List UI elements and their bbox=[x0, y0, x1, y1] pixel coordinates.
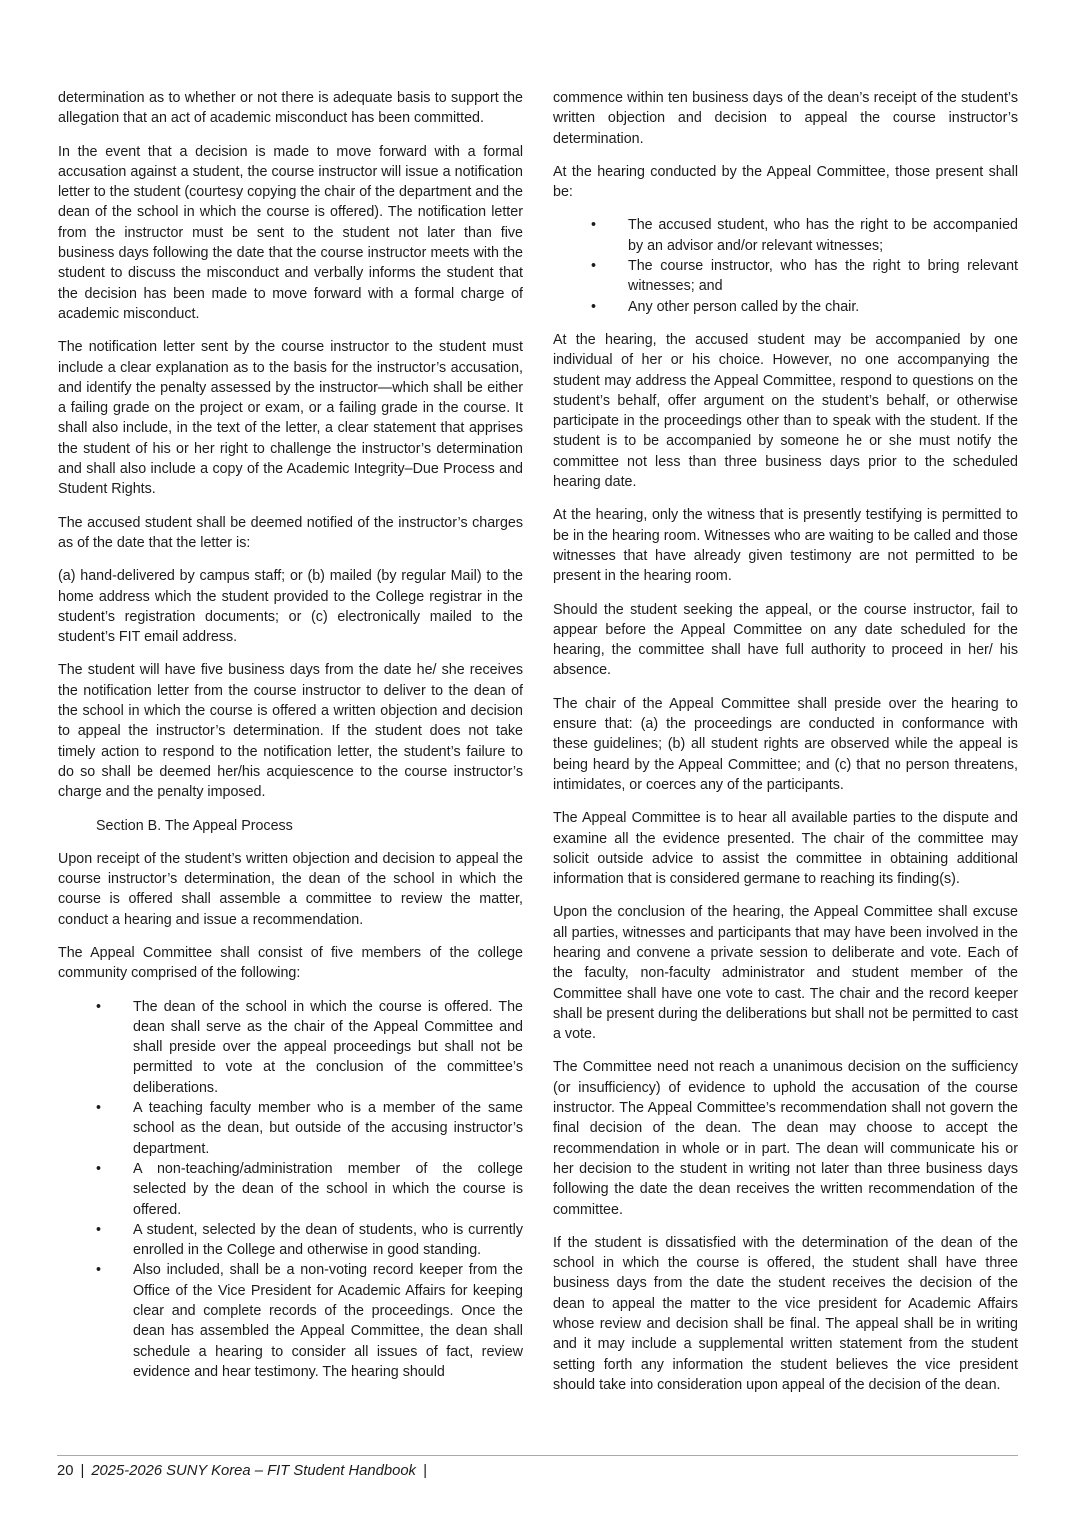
paragraph-recommendation: The Committee need not reach a unanimous decision on the sufficiency (or insufficiency) of evidence to uphold the accusation of the course instructor. The Appeal Committee’s recommendation shall not govern the final decision of the dean. The dean may choose to accept the recommendation in whole or in part. The dean will communicate his or her decision to the student in writing not later than three business days following the date the dean receives the written recommendation of the committee. bbox=[553, 1059, 1018, 1218]
hearing-attendees-list bbox=[553, 215, 1018, 316]
list-item bbox=[58, 1260, 523, 1382]
bullet-icon: • bbox=[591, 217, 597, 234]
list-item bbox=[58, 1098, 523, 1159]
paragraph-upon-receipt: Upon receipt of the student’s written objection and decision to appeal the course instructor’s determination, the dean of the school in which the course is offered shall assemble a committee to review the matter, conduct a hearing and issue a recommendation. bbox=[58, 850, 523, 928]
paragraph-delivery-methods: (a) hand-delivered by campus staff; or (b) mailed (by regular Mail) to the home address which the student provided to the College registrar in the student’s registration documents; or (c) electronically mailed to the student’s FIT email address. bbox=[58, 568, 523, 646]
paragraph-witness-testifying: At the hearing, only the witness that is presently testifying is permitted to be in the hearing room. Witnesses who are waiting to be called and those witnesses that have already given testimony are not permitted to be present in the hearing room. bbox=[553, 507, 1018, 585]
list-item bbox=[553, 297, 1018, 317]
right-column bbox=[553, 88, 1018, 1408]
bullet-icon: • bbox=[591, 258, 597, 275]
paragraph-hear-all-parties: The Appeal Committee is to hear all available parties to the dispute and examine all the evidence presented. The chair of the committee may solicit outside advice to assist the committee in obtaining additional information that is considered germane to reaching its finding(s). bbox=[553, 810, 1018, 888]
footer-trailing-separator: | bbox=[422, 1463, 427, 1479]
list-item-text: A non-teaching/administration member of the college selected by the dean of the school in which the course is offered. bbox=[133, 1160, 523, 1218]
section-heading: Section B. The Appeal Process bbox=[96, 817, 293, 834]
bullet-icon: • bbox=[96, 1160, 102, 1177]
list-item bbox=[58, 997, 523, 1098]
paragraph-appeal-to-vp: If the student is dissatisfied with the determination of the dean of the school in which the course is offered, the student shall have three business days from the date the student receives the decision of the dean to appeal the matter to the vice president for Academic Affairs whose review and decision shall be final. The appeal shall be in writing and it may include a supplemental written statement from the student setting forth any information the student believes the vice president should take into consideration upon appeal of the decision of the dean. bbox=[553, 1234, 1018, 1393]
list-item bbox=[553, 256, 1018, 297]
bullet-icon: • bbox=[96, 1221, 102, 1238]
paragraph-formal-accusation: In the event that a decision is made to move forward with a formal accusation against a student, the course instructor will issue a notification letter to the student (courtesy copying the chair of the department and the dean of the school in which the course is offered). The notification letter from the instructor must be sent to the student not later than five business days following the date that the course instructor meets with the student to discuss the misconduct and verbally informs the student that the decision has been made to move forward with a formal charge of academic misconduct. bbox=[58, 143, 523, 322]
paragraph-deemed-notified: The accused student shall be deemed notified of the instructor’s charges as of the date that the letter is: bbox=[58, 514, 523, 551]
paragraph-deliberation-vote: Upon the conclusion of the hearing, the Appeal Committee shall excuse all parties, witnesses and participants that may have been involved in the hearing and convene a private session to deliberate and vote. Each of the faculty, non-faculty administrator and student member of the Committee shall have one vote to cast. The chair and the record keeper shall be present during the deliberations but shall not be permitted to cast a vote. bbox=[553, 904, 1018, 1043]
list-item-text: The course instructor, who has the right to bring relevant witnesses; and bbox=[628, 258, 1018, 295]
bullet-icon: • bbox=[591, 298, 597, 315]
two-column-layout bbox=[58, 88, 1018, 1408]
list-item-text: Any other person called by the chair. bbox=[628, 298, 860, 315]
committee-members-list bbox=[58, 997, 523, 1383]
bullet-icon: • bbox=[96, 1100, 102, 1117]
paragraph-notification-contents: The notification letter sent by the course instructor to the student must include a clear explanation as to the basis for the instructor’s accusation, and identify the penalty assessed by the instructor—which shall be either a failing grade on the project or exam, or a failing grade in the course. It shall also include, in the text of the letter, a clear statement that apprises the student of his or her right to challenge the instructor’s determination and shall also include a copy of the Academic Integrity–Due Process and Student Rights. bbox=[58, 339, 523, 498]
list-item-text: Also included, shall be a non-voting record keeper from the Office of the Vice President for Academic Affairs for keeping clear and complete records of the proceedings. Once the dean has assembled the Appeal Committee, the dean shall schedule a hearing to consider all issues of fact, review evidence and hear testimony. The hearing should bbox=[133, 1262, 523, 1380]
paragraph-failure-to-appear: Should the student seeking the appeal, or the course instructor, fail to appear before the Appeal Committee on any date scheduled for the hearing, the committee shall have full authority to proceed in her/ his absence. bbox=[553, 601, 1018, 679]
handbook-title: 2025-2026 SUNY Korea – FIT Student Handbook bbox=[91, 1463, 416, 1479]
paragraph-determination: determination as to whether or not there is adequate basis to support the allegation that an act of academic misconduct has been committed. bbox=[58, 90, 523, 127]
paragraph-five-business-days: The student will have five business days from the date he/ she receives the notification letter from the course instructor to deliver to the dean of the school in which the course is offered a written objection and decision to appeal the instructor’s determination. If the student does not take timely action to respond to the notification letter, the student’s failure to do so shall be deemed her/his acquiescence to the course instructor’s charge and the penalty imposed. bbox=[58, 662, 523, 801]
footer-separator: | bbox=[80, 1463, 85, 1479]
list-item-text: A student, selected by the dean of students, who is currently enrolled in the College and otherwise in good standing. bbox=[133, 1221, 523, 1259]
bullet-icon: • bbox=[96, 998, 102, 1015]
paragraph-committee-members-intro: The Appeal Committee shall consist of five members of the college community comprised of the following: bbox=[58, 944, 523, 982]
footer-divider bbox=[57, 1455, 1018, 1456]
bullet-icon: • bbox=[96, 1262, 102, 1279]
paragraph-those-present-intro: At the hearing conducted by the Appeal Committee, those present shall be: bbox=[553, 163, 1018, 201]
page-number: 20 bbox=[57, 1463, 74, 1479]
list-item-text: The dean of the school in which the course is offered. The dean shall serve as the chair of the Appeal Committee and shall preside over the appeal proceedings but shall not be permitted to vote at the conclusion of the committee’s deliberations. bbox=[133, 998, 523, 1096]
list-item-text: The accused student, who has the right to be accompanied by an advisor and/or relevant witnesses; bbox=[628, 217, 1018, 254]
paragraph-accompaniment: At the hearing, the accused student may be accompanied by one individual of her or his choice. However, no one accompanying the student may address the Appeal Committee, respond to questions on the student’s behalf, offer argument on the student’s behalf, or otherwise participate in the proceedings other than to speak with the student. If the student is to be accompanied by someone he or she must notify the committee not less than three business days prior to the scheduled hearing date. bbox=[553, 331, 1018, 491]
list-item bbox=[58, 1220, 523, 1261]
list-item bbox=[58, 1159, 523, 1220]
left-column bbox=[58, 88, 523, 1408]
page-footer bbox=[57, 1461, 427, 1481]
paragraph-hearing-commence: commence within ten business days of the dean’s receipt of the student’s written objection and decision to appeal the course instructor’s determination. bbox=[553, 90, 1018, 147]
list-item bbox=[553, 215, 1018, 256]
paragraph-chair-presides: The chair of the Appeal Committee shall preside over the hearing to ensure that: (a) the proceedings are conducted in conformance with these guidelines; (b) all student rights are observed while the appeal is being heard by the Appeal Committee; and (c) that no person threatens, intimidates, or coerces any of the participants. bbox=[553, 695, 1018, 793]
list-item-text: A teaching faculty member who is a member of the same school as the dean, but outside of the accusing instructor’s department. bbox=[133, 1100, 523, 1157]
